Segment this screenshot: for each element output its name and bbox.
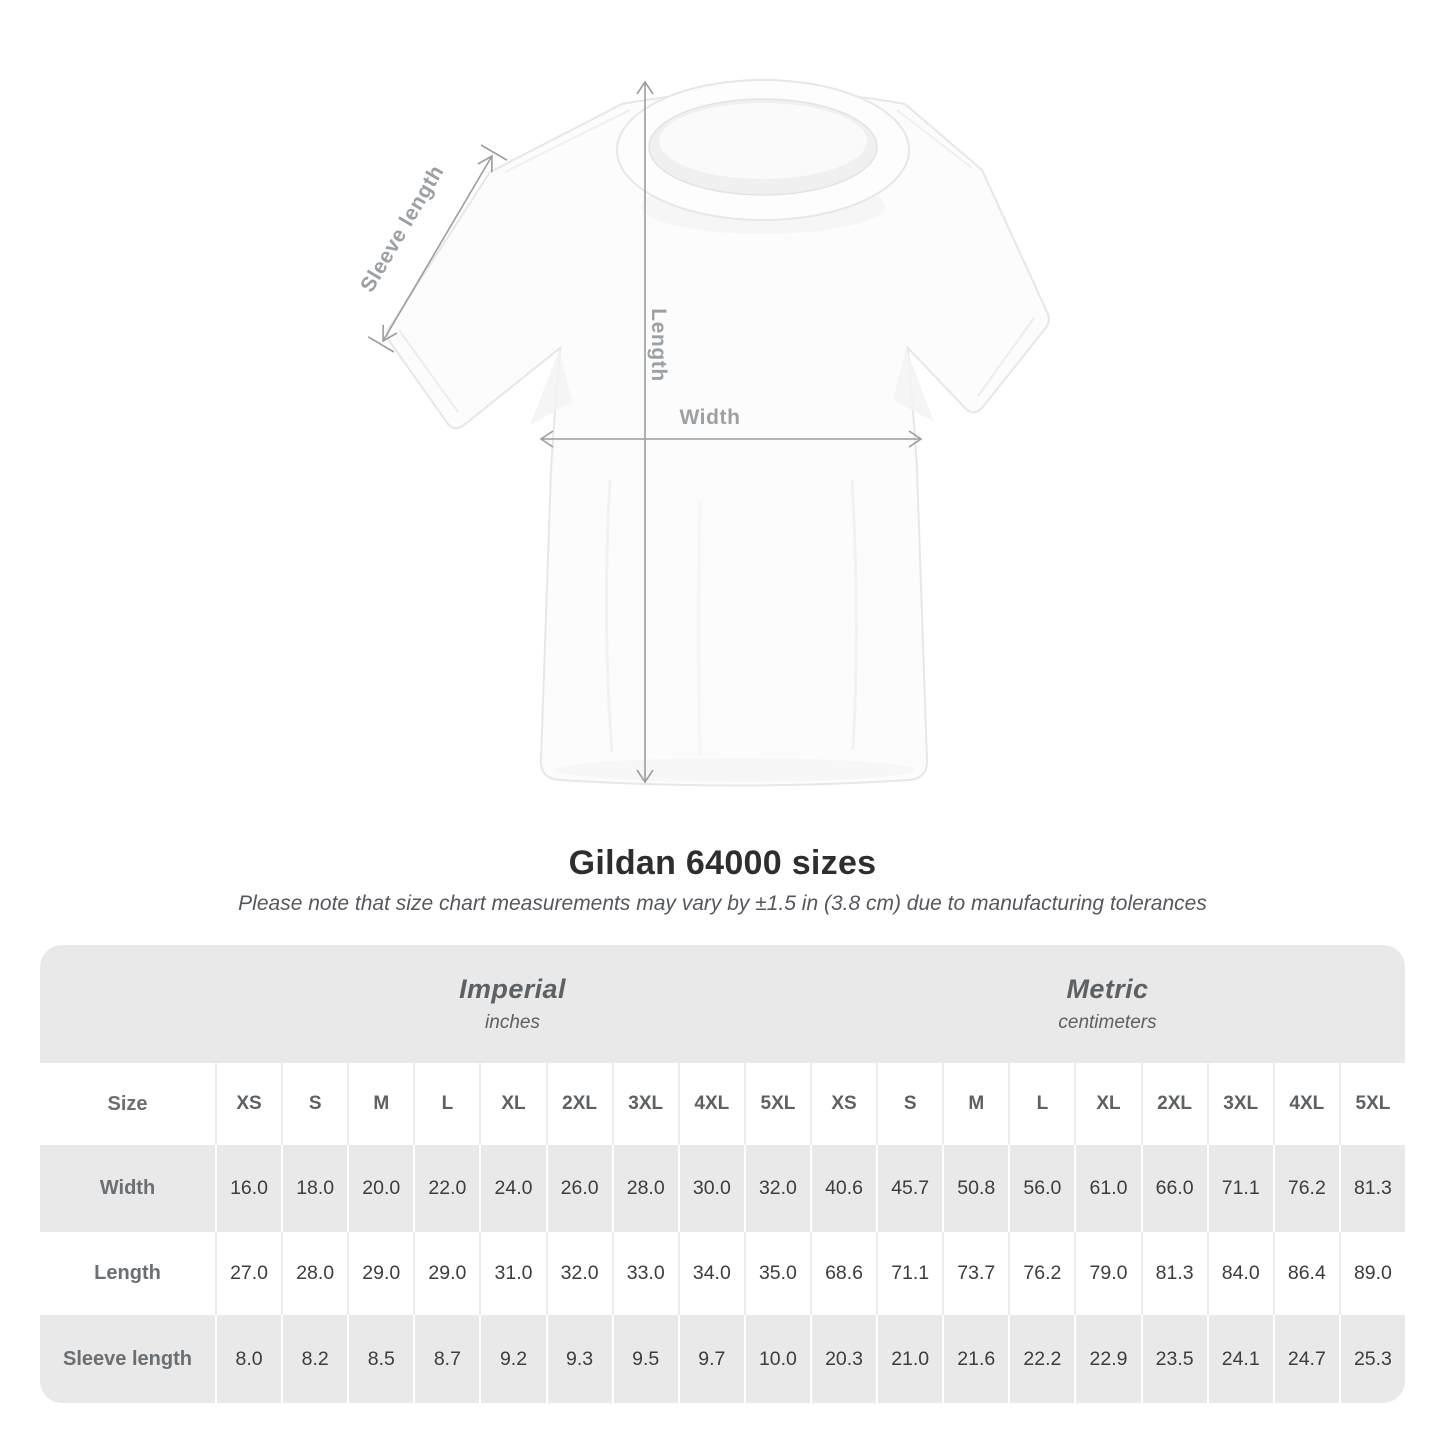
metric-header [810, 945, 1405, 1063]
size-col-metric-4xl: 4XL [1273, 1063, 1339, 1145]
fold-line [699, 500, 701, 756]
size-table [40, 945, 1405, 1403]
size-col-imperial-5xl: 5XL [744, 1063, 810, 1145]
size-col-imperial-3xl: 3XL [612, 1063, 678, 1145]
sleeve-imperial-cell: 8.0 [215, 1315, 281, 1403]
sleeve-metric-cell: 21.6 [942, 1315, 1008, 1403]
sleeve-metric-cell: 23.5 [1141, 1315, 1207, 1403]
size-col-metric-m: M [942, 1063, 1008, 1145]
length-metric-cell: 76.2 [1008, 1232, 1074, 1315]
size-col-metric-3xl: 3XL [1207, 1063, 1273, 1145]
sleeve-length-row-label: Sleeve length [40, 1315, 215, 1403]
width-metric-cell: 76.2 [1273, 1145, 1339, 1232]
length-imperial-cell: 27.0 [215, 1232, 281, 1315]
length-imperial-cell: 29.0 [413, 1232, 479, 1315]
sleeve-length-label: Sleeve length [356, 161, 449, 297]
width-metric-cell: 71.1 [1207, 1145, 1273, 1232]
imperial-unit: inches [485, 1012, 540, 1033]
width-imperial-cell: 32.0 [744, 1145, 810, 1232]
sleeve-imperial-cell: 8.7 [413, 1315, 479, 1403]
sleeve-imperial-cell: 9.5 [612, 1315, 678, 1403]
width-metric-cell: 81.3 [1339, 1145, 1405, 1232]
sleeve-metric-cell: 24.7 [1273, 1315, 1339, 1403]
length-imperial-cell: 34.0 [678, 1232, 744, 1315]
header-spacer [40, 945, 215, 1063]
length-imperial-cell: 32.0 [546, 1232, 612, 1315]
width-imperial-cell: 22.0 [413, 1145, 479, 1232]
size-col-metric-xl: XL [1074, 1063, 1140, 1145]
metric-label: Metric [1066, 974, 1149, 1004]
imperial-label: Imperial [459, 974, 566, 1004]
collar-inner-highlight [659, 103, 867, 179]
width-imperial-cell: 18.0 [281, 1145, 347, 1232]
length-metric-cell: 84.0 [1207, 1232, 1273, 1315]
width-imperial-cell: 26.0 [546, 1145, 612, 1232]
metric-unit: centimeters [1058, 1012, 1157, 1033]
width-metric-cell: 66.0 [1141, 1145, 1207, 1232]
size-col-metric-xs: XS [810, 1063, 876, 1145]
width-metric-cell: 56.0 [1008, 1145, 1074, 1232]
page-title: Gildan 64000 sizes [568, 844, 877, 882]
sleeve-metric-cell: 20.3 [810, 1315, 876, 1403]
sleeve-imperial-cell: 9.2 [479, 1315, 545, 1403]
size-col-metric-l: L [1008, 1063, 1074, 1145]
length-metric-cell: 86.4 [1273, 1232, 1339, 1315]
sleeve-metric-cell: 22.2 [1008, 1315, 1074, 1403]
sleeve-metric-cell: 24.1 [1207, 1315, 1273, 1403]
width-label: Width [679, 406, 741, 429]
width-metric-cell: 40.6 [810, 1145, 876, 1232]
length-metric-cell: 71.1 [876, 1232, 942, 1315]
sleeve-imperial-cell: 8.5 [347, 1315, 413, 1403]
width-imperial-cell: 24.0 [479, 1145, 545, 1232]
length-imperial-cell: 29.0 [347, 1232, 413, 1315]
length-label: Length [647, 308, 670, 382]
length-metric-cell: 79.0 [1074, 1232, 1140, 1315]
length-metric-cell: 73.7 [942, 1232, 1008, 1315]
width-metric-cell: 45.7 [876, 1145, 942, 1232]
length-imperial-cell: 28.0 [281, 1232, 347, 1315]
width-imperial-cell: 20.0 [347, 1145, 413, 1232]
hem-shadow [555, 758, 915, 782]
width-imperial-cell: 28.0 [612, 1145, 678, 1232]
width-imperial-cell: 30.0 [678, 1145, 744, 1232]
length-metric-cell: 68.6 [810, 1232, 876, 1315]
sleeve-imperial-cell: 10.0 [744, 1315, 810, 1403]
size-col-imperial-l: L [413, 1063, 479, 1145]
tolerance-note: Please note that size chart measurements may vary by ±1.5 in (3.8 cm) due to manufacturing tolerances [238, 892, 1207, 915]
sleeve-metric-cell: 21.0 [876, 1315, 942, 1403]
size-col-metric-s: S [876, 1063, 942, 1145]
width-row-label: Width [40, 1145, 215, 1232]
width-imperial-cell: 16.0 [215, 1145, 281, 1232]
sleeve-imperial-cell: 9.7 [678, 1315, 744, 1403]
size-col-imperial-4xl: 4XL [678, 1063, 744, 1145]
size-col-imperial-s: S [281, 1063, 347, 1145]
size-col-imperial-xs: XS [215, 1063, 281, 1145]
width-metric-cell: 50.8 [942, 1145, 1008, 1232]
sleeve-metric-cell: 22.9 [1074, 1315, 1140, 1403]
width-metric-cell: 61.0 [1074, 1145, 1140, 1232]
length-imperial-cell: 35.0 [744, 1232, 810, 1315]
sleeve-imperial-cell: 9.3 [546, 1315, 612, 1403]
imperial-header [215, 945, 810, 1063]
size-row-label: Size [40, 1063, 215, 1145]
length-metric-cell: 89.0 [1339, 1232, 1405, 1315]
sleeve-metric-cell: 25.3 [1339, 1315, 1405, 1403]
length-imperial-cell: 33.0 [612, 1232, 678, 1315]
size-col-imperial-xl: XL [479, 1063, 545, 1145]
length-imperial-cell: 31.0 [479, 1232, 545, 1315]
length-row-label: Length [40, 1232, 215, 1315]
size-col-imperial-m: M [347, 1063, 413, 1145]
length-metric-cell: 81.3 [1141, 1232, 1207, 1315]
sleeve-imperial-cell: 8.2 [281, 1315, 347, 1403]
size-col-metric-5xl: 5XL [1339, 1063, 1405, 1145]
size-col-metric-2xl: 2XL [1141, 1063, 1207, 1145]
size-col-imperial-2xl: 2XL [546, 1063, 612, 1145]
